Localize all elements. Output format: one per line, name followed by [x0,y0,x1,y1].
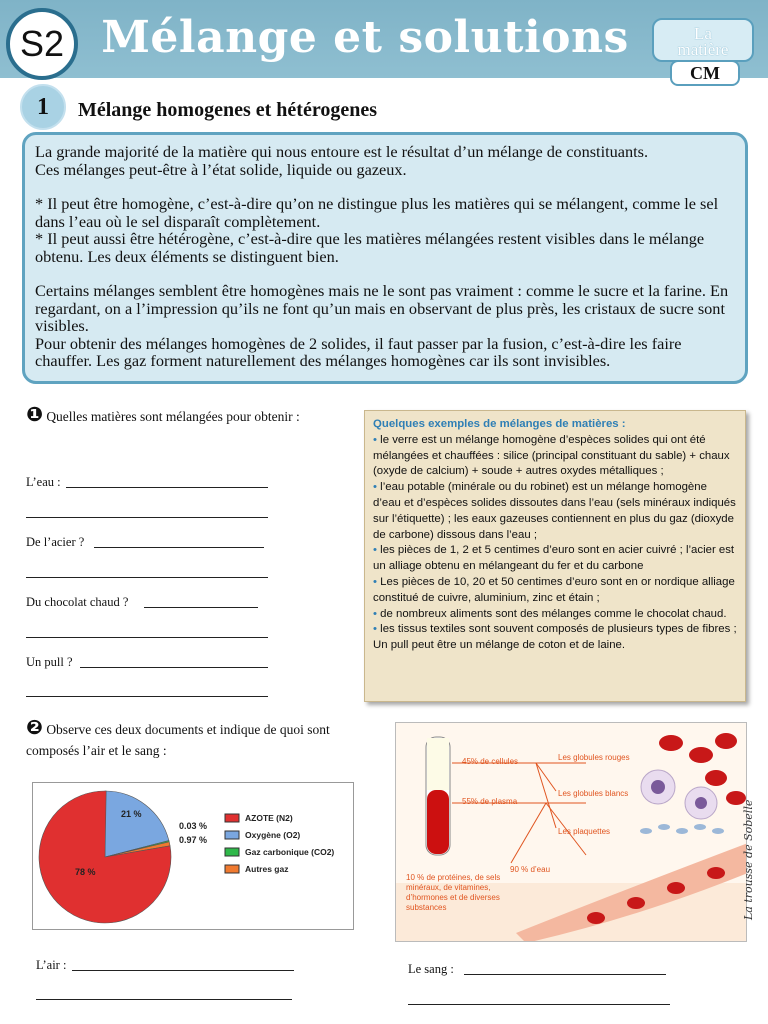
intro-paragraph-4: * Il peut aussi être hétérogène, c’est-à-dire que les matières mélangées restent visibles dans le mélange obtenu. Les deux éléments se distinguent bien. [35,229,705,266]
subject-tag-line1: La [694,24,712,43]
subject-tag-line2: matière [677,40,729,59]
bullet-icon: • [373,544,377,557]
label-plasma: 55% de plasma [462,797,518,806]
platelet-icon [712,828,724,834]
label-other: 10 % de protéines, de sels minéraux, de vitamines, d’hormones et de diverses substances [406,873,501,912]
intro-box [22,132,748,384]
question-2-text: Observe ces deux documents et indique de quoi sont composés l’air et le sang : [26,722,330,758]
red-blood-cell-icon [705,770,727,786]
session-badge: S2 [6,8,78,80]
legend-label-2: Gaz carbonique (CO2) [245,847,335,857]
legend-swatch-1 [225,831,239,839]
platelet-icon [640,828,652,834]
pie-label-nitrogen: 78 % [75,867,96,877]
example-text: de nombreux aliments sont des mélanges comme le chocolat chaud. [380,607,727,620]
intro-paragraph-1: La grande majorité de la matière qui nous entoure est le résultat d’un mélange de constituants. [35,142,649,161]
bullet-icon: • [373,575,377,588]
red-blood-cell-icon [659,735,683,751]
answer-line-chocolate-2[interactable] [26,637,268,638]
intro-paragraph-6: Pour obtenir des mélanges homogènes de 2 solides, il faut passer par la fusion, c’est-à-dire les faire chauffer. Les gaz forment naturellement des mélanges homogènes car ils sont invisibles. [35,333,682,370]
answer-line-chocolate[interactable] [144,607,258,608]
answer-line-pull-2[interactable] [26,696,268,697]
question-1 [26,404,336,427]
label-water: 90 % d’eau [510,865,551,874]
label-white-cells: Les globules blancs [558,789,629,798]
pie-chart-svg [33,783,353,929]
red-blood-cell-icon [715,733,737,749]
white-blood-cell-nucleus [695,797,707,809]
intro-paragraph-3: * Il peut être homogène, c’est-à-dire qu’on ne distingue plus les matières qui se mélangent, comme le sel dans l’eau où le sel disparaît complètement. [35,194,719,231]
intro-paragraph-2: Ces mélanges peut-être à l’état solide, liquide ou gazeux. [35,159,407,179]
bullet-icon: • [373,433,377,446]
section-number-badge: 1 [20,84,66,130]
answer-line-blood[interactable] [464,974,666,975]
example-text: Les pièces de 10, 20 et 50 centimes d’euro sont en or nordique alliage constitué de cuivre, aluminium, zinc et étain ; [373,575,735,604]
subject-tag [652,18,754,62]
q1-item-chocolate: Du chocolat chaud ? [26,595,129,609]
answer-line-blood-2[interactable] [408,1004,670,1005]
legend-label-0: AZOTE (N2) [245,813,293,823]
intro-paragraph-5: Certains mélanges semblent être homogènes mais ne le sont pas vraiment : comme le sucre et la farine. En regardant, on a l’impression qu’ils ne font qu’un mais en observant de plus près, les cristaux de sucre sont visibles. [35,281,729,335]
question-2 [26,717,336,761]
example-item [373,480,737,543]
legend-swatch-0 [225,814,239,822]
example-item [373,543,737,575]
question-1-text: Quelles matières sont mélangées pour obtenir : [46,409,300,424]
answer-line-air[interactable] [72,970,294,971]
white-blood-cell-nucleus [651,780,665,794]
red-blood-cell-icon [667,882,685,894]
label-cells: 45% de cellules [462,757,519,766]
plasma-layer [427,738,449,790]
pie-label-co2: 0.03 % [179,821,208,831]
pie-label-oxygen: 21 % [121,809,142,819]
bullet-icon: • [373,607,377,620]
label-platelets: Les plaquettes [558,827,611,836]
red-blood-cell-icon [707,867,725,879]
legend-label-1: Oxygène (O2) [245,830,301,840]
example-item [373,575,737,607]
legend-swatch-2 [225,848,239,856]
answer-line-water-2[interactable] [26,517,268,518]
q1-item-pull: Un pull ? [26,655,73,669]
answer-line-steel[interactable] [94,547,264,548]
platelet-icon [658,824,670,830]
example-text: le verre est un mélange homogène d’espèces solides qui ont été mélangées et chauffées : silice (principal constituant du sable) + chaux (oxyde de calcium) + soude + autres oxydes métalliques ; [373,433,730,478]
blood-label: Le sang : [408,962,454,976]
legend-label-3: Autres gaz [245,864,289,874]
red-blood-cell-icon [689,747,713,763]
q1-item-steel: De l’acier ? [26,535,85,549]
red-blood-cell-icon [587,912,605,924]
example-item [373,607,737,623]
example-item [373,433,737,480]
label-red-cells: Les globules rouges [558,753,630,762]
air-label: L’air : [36,958,67,972]
question-1-marker: ❶ [26,402,43,426]
answer-line-water[interactable] [66,487,268,488]
example-item [373,622,737,654]
legend-swatch-3 [225,865,239,873]
page-title: Mélange et solutions [101,12,629,63]
examples-title: Quelques exemples de mélanges de matières : [373,418,626,430]
cells-layer [427,790,449,854]
credit-text: La trousse de Sobelle [742,799,755,920]
blood-composition-diagram [395,722,747,942]
answer-line-pull[interactable] [80,667,268,668]
example-text: les tissus textiles sont souvent composés de plusieurs types de fibres ; Un pull peut être un mélange de coton et de laine. [373,623,737,652]
platelet-icon [694,824,706,830]
level-tag: CM [670,60,740,86]
example-text: les pièces de 1, 2 et 5 centimes d’euro sont en acier cuivré ; l’acier est un alliage obtenu en mélangeant du fer et du carbone [373,544,735,573]
section-title: Mélange homogenes et hétérogenes [78,99,378,121]
answer-line-air-2[interactable] [36,999,292,1000]
red-blood-cell-icon [627,897,645,909]
platelet-icon [676,828,688,834]
bullet-icon: • [373,481,377,494]
pie-label-other: 0.97 % [179,835,208,845]
answer-line-steel-2[interactable] [26,577,268,578]
examples-box [364,410,746,702]
question-2-marker: ❷ [26,715,43,739]
air-composition-chart [32,782,354,930]
bullet-icon: • [373,623,377,636]
example-text: l’eau potable (minérale ou du robinet) est un mélange homogène d’eau et d’espèces solides dissoutes dans l’eau (sels minéraux indiqués sur l’étiquette) ; les eaux gazeuses contiennent en plus du gaz (dioxyde de carbone) dissous dans l’eau ; [373,481,736,541]
q1-item-water: L’eau : [26,475,61,489]
